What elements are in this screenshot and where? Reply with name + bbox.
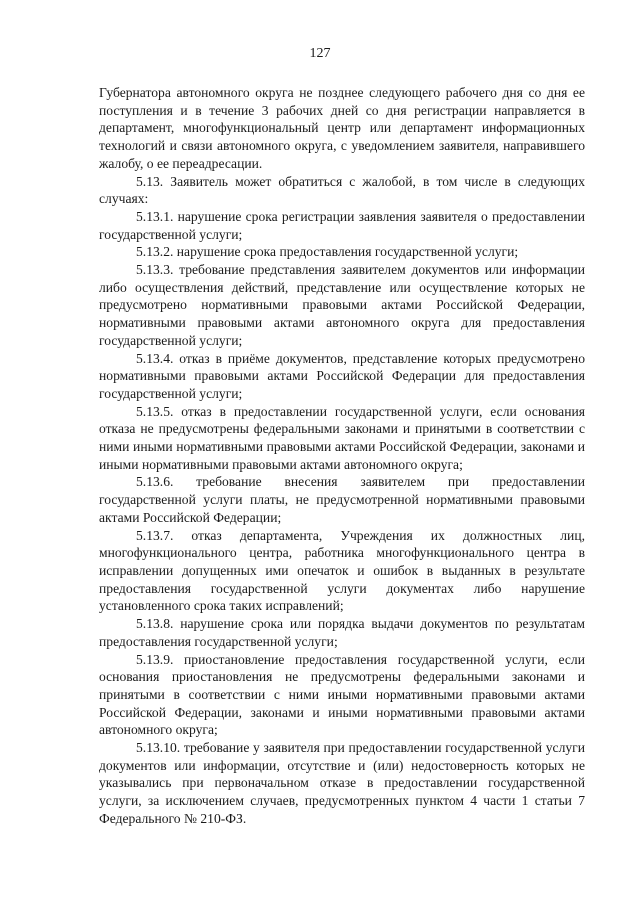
paragraph-5-13-5: 5.13.5. отказ в предоставлении государственной услуги, если основания отказа не предусмотрены федеральными законами и принятыми в соответствии с ними иными нормативными правовыми актами Российской Федерации, законами и иными нормативными правовыми актами автономного округа; [99, 403, 585, 472]
paragraph-5-13-6: 5.13.6. требование внесения заявителем при предоставлении государственной услуги платы, не предусмотренной нормативными правовыми актами Российской Федерации; [99, 474, 585, 525]
paragraph-5-13-4: 5.13.4. отказ в приёме документов, представление которых предусмотрено нормативными правовыми актами Российской Федерации для предоставления государственной услуги; [99, 350, 585, 401]
paragraph-5-13-8: 5.13.8. нарушение срока или порядка выдачи документов по результатам предоставления государственной услуги; [99, 616, 585, 649]
document-body [99, 84, 585, 828]
paragraph-continuation: Губернатора автономного округа не позднее следующего рабочего дня со дня ее поступления и в течение 3 рабочих дней со дня регистрации направляется в департамент, многофункциональный центр или департамент информационных технологий и связи автономного округа, с уведомлением заявителя, направившего жалобу, о ее переадресации. [99, 85, 585, 171]
paragraph-5-13-9: 5.13.9. приостановление предоставления государственной услуги, если основания приостановления не предусмотрены федеральными законами и принятыми в соответствии с ними иными нормативными правовыми актами Российской Федерации, законами и иными нормативными правовыми актами автономного округа; [99, 651, 585, 738]
paragraph-5-13-1: 5.13.1. нарушение срока регистрации заявления заявителя о предоставлении государственной услуги; [99, 208, 585, 242]
paragraph-5-13-7: 5.13.7. отказ департамента, Учреждения их должностных лиц, многофункционального центра, работника многофункционального центра в исправлении допущенных ими опечаток и ошибок в выданных в результате предоставления государственной услуги документах либо нарушение установленного срока таких исправлений; [99, 527, 585, 614]
paragraph-5-13-3: 5.13.3. требование представления заявителем документов или информации либо осуществления действий, представление или осуществление которых не предусмотрено нормативными правовыми актами Российской Федерации, нормативными правовыми актами автономного округа для предоставления государственной услуги; [99, 262, 585, 348]
page-number: 127 [309, 46, 331, 61]
paragraph-5-13-10: 5.13.10. требование у заявителя при предоставлении государственной услуги документов или информации, отсутствие и (или) недостоверность которых не указывались при первоначальном отказе в предоставлении государственной услуги, за исключением случаев, предусмотренных пунктом 4 части 1 статьи 7 Федерального № 210-ФЗ. [99, 740, 585, 826]
paragraph-5-13-2: 5.13.2. нарушение срока предоставления государственной услуги; [136, 244, 519, 260]
paragraph-5-13: 5.13. Заявитель может обратиться с жалобой, в том числе в следующих случаях: [99, 173, 585, 207]
